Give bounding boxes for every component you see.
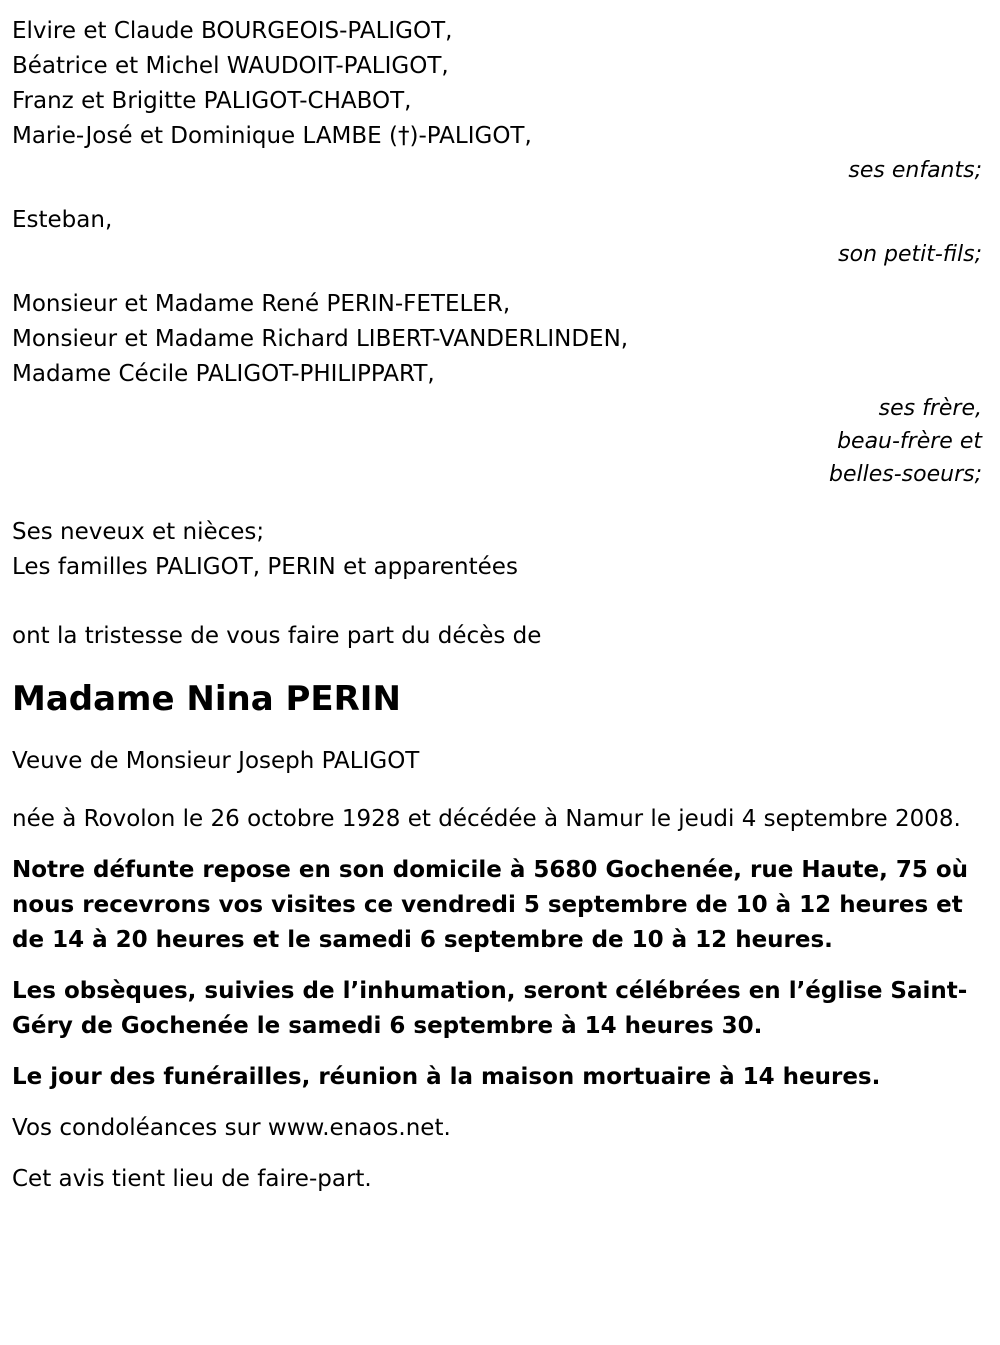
grandchild-names-block (12, 203, 988, 238)
spacer (12, 585, 988, 619)
child-name-line: Franz et Brigitte PALIGOT-CHABOT, (12, 88, 412, 114)
spacer (12, 187, 988, 203)
other-relative-line: Les familles PALIGOT, PERIN et apparentées (12, 554, 518, 580)
grandchild-name-line: Esteban, (12, 207, 113, 233)
spacer (12, 958, 988, 974)
grandchild-relation-label: son petit-fils; (838, 242, 982, 267)
spacer (12, 491, 988, 515)
spacer (12, 1044, 988, 1060)
siblings-relation-label-line: ses frère, (878, 396, 982, 421)
siblings-relation-label-block (12, 392, 988, 491)
funeral-info: Les obsèques, suivies de l’inhumation, seront célébrées en l’église Saint-Géry de Gochenée le samedi 6 septembre à 14 heures 30. (12, 978, 968, 1039)
spacer (12, 654, 988, 678)
spacer (12, 271, 988, 287)
spacer (12, 837, 988, 853)
sibling-name-line: Madame Cécile PALIGOT-PHILIPPART, (12, 361, 435, 387)
spacer (12, 1146, 988, 1162)
birth-death-line: née à Rovolon le 26 octobre 1928 et décédée à Namur le jeudi 4 septembre 2008. (12, 806, 961, 832)
announcement-intro: ont la tristesse de vous faire part du décès de (12, 623, 542, 649)
spacer (12, 1095, 988, 1111)
other-relatives-block (12, 515, 988, 585)
children-relation-label: ses enfants; (848, 158, 982, 183)
siblings-relation-label-line: belles-soeurs; (829, 462, 982, 487)
condolences-line: Vos condoléances sur www.enaos.net. (12, 1115, 451, 1141)
wake-info: Notre défunte repose en son domicile à 5680 Gochenée, rue Haute, 75 où nous recevrons vos visites ce vendredi 5 septembre de 10 à 12 heures et de 14 à 20 heures et le samedi 6 septembre de 10 à 12 heures. (12, 857, 969, 953)
child-name-line: Béatrice et Michel WAUDOIT-PALIGOT, (12, 53, 449, 79)
widow-of-line: Veuve de Monsieur Joseph PALIGOT (12, 748, 420, 774)
children-names-block (12, 14, 988, 154)
notice-line: Cet avis tient lieu de faire-part. (12, 1166, 372, 1192)
spacer (12, 720, 988, 744)
deceased-name: Madame Nina PERIN (12, 679, 401, 719)
siblings-names-block (12, 287, 988, 392)
gathering-info: Le jour des funérailles, réunion à la maison mortuaire à 14 heures. (12, 1064, 881, 1090)
sibling-name-line: Monsieur et Madame Richard LIBERT-VANDERLINDEN, (12, 326, 629, 352)
siblings-relation-label-line: beau-frère et (837, 429, 982, 454)
child-name-line: Marie-José et Dominique LAMBE (†)-PALIGOT, (12, 123, 532, 149)
other-relative-line: Ses neveux et nièces; (12, 519, 265, 545)
spacer (12, 778, 988, 802)
sibling-name-line: Monsieur et Madame René PERIN-FETELER, (12, 291, 511, 317)
child-name-line: Elvire et Claude BOURGEOIS-PALIGOT, (12, 18, 453, 44)
